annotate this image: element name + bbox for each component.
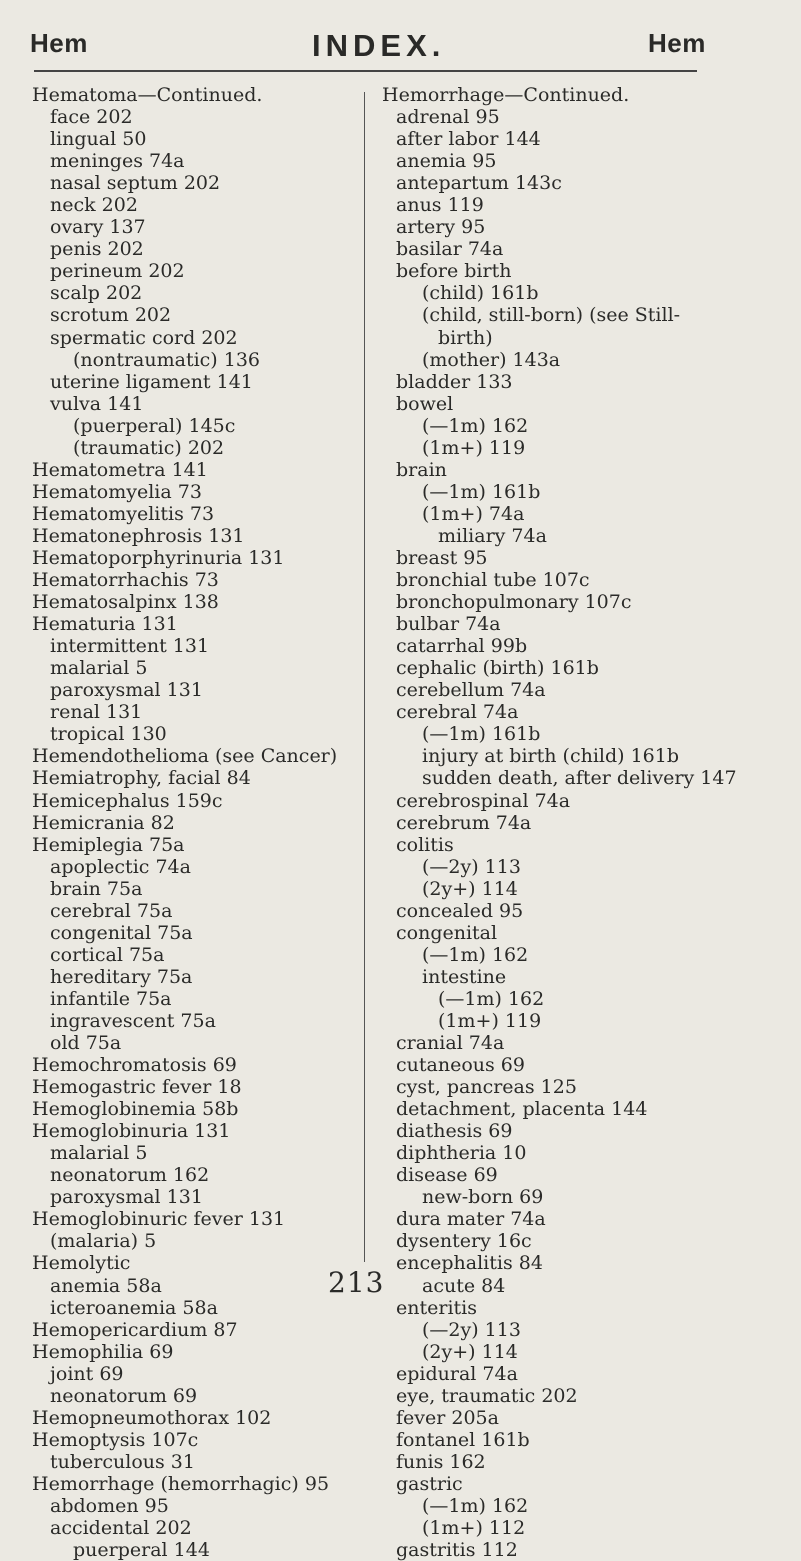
index-entry: concealed 95 — [396, 899, 524, 922]
index-entry: epidural 74a — [396, 1362, 518, 1385]
index-entry: eye, traumatic 202 — [396, 1384, 578, 1407]
index-entry: Hematuria 131 — [32, 613, 178, 636]
index-entry: perineum 202 — [50, 260, 185, 283]
index-entry: fever 205a — [396, 1406, 499, 1429]
index-entry: gastric — [396, 1472, 463, 1495]
index-entry: after labor 144 — [396, 128, 541, 151]
index-entry: spermatic cord 202 — [50, 326, 238, 349]
index-entry: Hemicrania 82 — [32, 811, 175, 834]
index-entry: cranial 74a — [396, 1032, 505, 1055]
index-entry: Hemicephalus 159c — [32, 789, 223, 812]
index-entry: Hematonephrosis 131 — [32, 524, 245, 547]
index-entry: colitis — [396, 833, 454, 856]
index-entry: anus 119 — [396, 194, 484, 217]
index-entry: Hemorrhage—Continued. — [382, 84, 630, 106]
index-entry: brain 75a — [50, 877, 143, 900]
index-entry: basilar 74a — [396, 238, 504, 261]
index-entry: neonatorum 162 — [50, 1164, 210, 1187]
index-entry: Hemopneumothorax 102 — [32, 1406, 272, 1429]
index-entry: ingravescent 75a — [50, 1009, 216, 1032]
index-entry: Hematometra 141 — [32, 458, 208, 481]
index-entry: (—1m) 161b — [422, 723, 541, 746]
index-entry: artery 95 — [396, 216, 486, 239]
index-entry: cerebral 75a — [50, 899, 173, 922]
index-entry: icteroanemia 58a — [50, 1296, 218, 1319]
index-entry: congenital — [396, 921, 498, 944]
index-entry: scrotum 202 — [50, 304, 172, 327]
index-entry: (—1m) 162 — [422, 1495, 529, 1517]
index-entry: Hemophilia 69 — [32, 1340, 174, 1363]
index-entry: malarial 5 — [50, 1142, 148, 1165]
index-entry: (—1m) 161b — [422, 480, 541, 503]
index-entry: (traumatic) 202 — [73, 436, 225, 459]
index-entry: paroxysmal 131 — [50, 679, 203, 702]
header-left-guide-word: Hem — [30, 28, 88, 58]
index-entry: infantile 75a — [50, 987, 172, 1010]
index-entry: (—1m) 162 — [422, 943, 529, 966]
index-entry: injury at birth (child) 161b — [422, 745, 680, 768]
index-entry: (puerperal) 145c — [73, 414, 236, 437]
index-entry: (malaria) 5 — [50, 1230, 157, 1253]
index-entry: before birth — [396, 260, 512, 283]
index-entry: cerebrum 74a — [396, 811, 532, 834]
index-entry: Hemopericardium 87 — [32, 1318, 238, 1341]
index-entry: scalp 202 — [50, 282, 143, 305]
index-entry: tropical 130 — [50, 723, 167, 746]
index-entry: intestine — [422, 965, 507, 988]
index-entry: joint 69 — [50, 1362, 124, 1385]
index-entry: (2y+) 114 — [422, 1340, 518, 1363]
index-entry: puerperal 144 — [73, 1539, 210, 1561]
index-entry: (1m+) 74a — [422, 502, 525, 525]
index-entry: gastritis 112 — [396, 1539, 518, 1561]
index-entry: (2y+) 114 — [422, 877, 518, 900]
index-entry: bulbar 74a — [396, 613, 501, 636]
index-entry: bladder 133 — [396, 370, 513, 393]
index-entry: cortical 75a — [50, 943, 165, 966]
index-entry: (1m+) 119 — [438, 1009, 542, 1032]
index-entry: (—2y) 113 — [422, 855, 521, 878]
index-entry: Hemiplegia 75a — [32, 833, 185, 856]
index-entry: sudden death, after delivery 147 — [422, 767, 737, 790]
index-entry: intermittent 131 — [50, 635, 210, 658]
index-entry: cephalic (birth) 161b — [396, 657, 599, 680]
page-header — [0, 28, 801, 68]
index-entry: accidental 202 — [50, 1517, 192, 1540]
index-entry: diphtheria 10 — [396, 1142, 527, 1165]
index-entry: miliary 74a — [438, 524, 547, 547]
index-entry: disease 69 — [396, 1164, 498, 1187]
index-entry: (—1m) 162 — [438, 987, 545, 1010]
right-index-column — [370, 84, 800, 1561]
index-entry: enteritis — [396, 1296, 477, 1319]
index-entry: vulva 141 — [50, 392, 144, 415]
index-entry: penis 202 — [50, 238, 144, 261]
index-entry: funis 162 — [396, 1450, 486, 1473]
index-entry: nasal septum 202 — [50, 172, 221, 195]
index-entry: neck 202 — [50, 194, 138, 217]
index-entry: diathesis 69 — [396, 1120, 513, 1143]
index-entry: detachment, placenta 144 — [396, 1098, 648, 1121]
index-entry: (nontraumatic) 136 — [73, 348, 261, 371]
index-entry: Hemendothelioma (see Cancer) — [32, 745, 338, 768]
index-entry: birth) — [438, 326, 493, 349]
index-entry: Hematorrhachis 73 — [32, 569, 219, 592]
left-index-column — [10, 84, 360, 1561]
index-entry: (child, still-born) (see Still- — [422, 304, 681, 327]
index-entry: renal 131 — [50, 701, 143, 724]
index-entry: Hemolytic — [32, 1252, 131, 1275]
index-entry: (1m+) 112 — [422, 1517, 526, 1540]
index-entry: Hemoptysis 107c — [32, 1428, 199, 1451]
index-entry: Hemiatrophy, facial 84 — [32, 767, 251, 790]
index-entry: bronchial tube 107c — [396, 569, 590, 592]
index-entry: cyst, pancreas 125 — [396, 1076, 577, 1099]
index-entry: Hemoglobinuria 131 — [32, 1120, 231, 1143]
index-entry: acute 84 — [422, 1274, 506, 1297]
index-entry: fontanel 161b — [396, 1428, 530, 1451]
index-entry: Hematomyelia 73 — [32, 480, 202, 503]
index-entry: (mother) 143a — [422, 348, 561, 371]
index-entry: adrenal 95 — [396, 106, 500, 129]
index-entry: (—1m) 162 — [422, 414, 529, 437]
index-entry: cerebellum 74a — [396, 679, 546, 702]
index-entry: tuberculous 31 — [50, 1450, 195, 1473]
header-right-guide-word: Hem — [648, 28, 706, 58]
index-entry: Hemogastric fever 18 — [32, 1076, 242, 1099]
header-title: INDEX. — [312, 28, 446, 63]
index-entry: (1m+) 119 — [422, 436, 526, 459]
index-entry: Hematomyelitis 73 — [32, 502, 215, 525]
index-entry: Hematoporphyrinuria 131 — [32, 546, 285, 569]
index-entry: face 202 — [50, 106, 133, 129]
index-entry: new-born 69 — [422, 1186, 544, 1209]
index-entry: Hemoglobinemia 58b — [32, 1098, 239, 1121]
index-entry: hereditary 75a — [50, 965, 193, 988]
index-entry: ovary 137 — [50, 216, 146, 239]
index-entry: antepartum 143c — [396, 172, 562, 195]
index-entry: apoplectic 74a — [50, 855, 191, 878]
index-entry: Hemochromatosis 69 — [32, 1054, 237, 1077]
index-entry: Hemoglobinuric fever 131 — [32, 1208, 286, 1231]
index-entry: (—2y) 113 — [422, 1318, 521, 1341]
index-entry: breast 95 — [396, 546, 488, 569]
index-entry: abdomen 95 — [50, 1495, 169, 1517]
index-entry: cutaneous 69 — [396, 1054, 525, 1077]
index-entry: meninges 74a — [50, 150, 185, 173]
index-entry: paroxysmal 131 — [50, 1186, 203, 1209]
index-entry: Hemorrhage (hemorrhagic) 95 — [32, 1472, 330, 1495]
page-number: 213 — [328, 1266, 385, 1299]
index-entry: uterine ligament 141 — [50, 370, 253, 393]
index-entry: brain — [396, 458, 447, 481]
index-entry: cerebrospinal 74a — [396, 789, 571, 812]
index-entry: bowel — [396, 392, 454, 415]
index-entry: neonatorum 69 — [50, 1384, 198, 1407]
index-entry: congenital 75a — [50, 921, 193, 944]
index-entry: anemia 95 — [396, 150, 497, 173]
index-entry: malarial 5 — [50, 657, 148, 680]
index-entry: lingual 50 — [50, 128, 147, 151]
index-entry: cerebral 74a — [396, 701, 519, 724]
index-entry: old 75a — [50, 1032, 122, 1055]
column-divider — [364, 92, 365, 1262]
index-entry: bronchopulmonary 107c — [396, 591, 632, 614]
index-entry: dura mater 74a — [396, 1208, 546, 1231]
index-entry: catarrhal 99b — [396, 635, 528, 658]
header-rule — [34, 70, 697, 72]
index-entry: anemia 58a — [50, 1274, 162, 1297]
index-entry: Hematosalpinx 138 — [32, 591, 219, 614]
index-entry: dysentery 16c — [396, 1230, 532, 1253]
index-entry: Hematoma—Continued. — [32, 84, 263, 106]
index-entry: encephalitis 84 — [396, 1252, 543, 1275]
index-entry: (child) 161b — [422, 282, 539, 305]
